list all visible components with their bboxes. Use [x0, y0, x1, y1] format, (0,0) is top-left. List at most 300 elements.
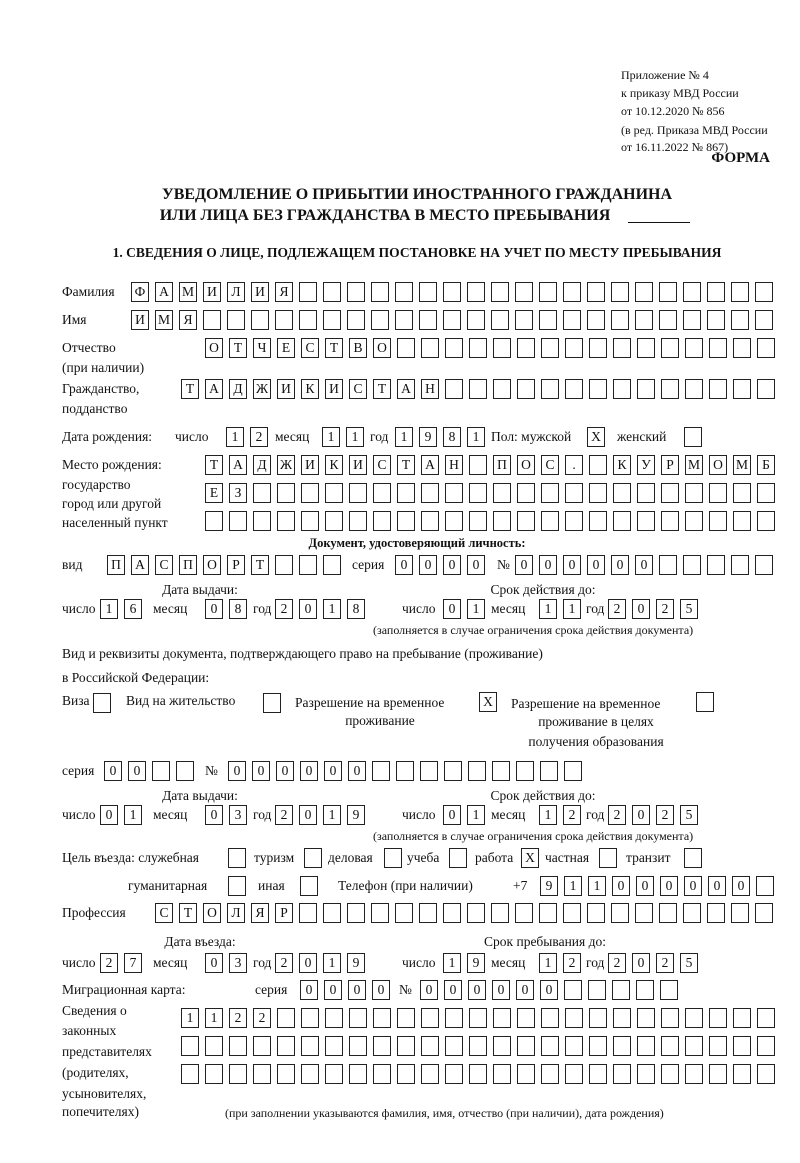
patronymic-box[interactable] [565, 338, 583, 358]
name-box[interactable] [275, 310, 293, 330]
birthplace-box[interactable] [205, 511, 223, 531]
birthplace-box[interactable] [253, 511, 271, 531]
series-box[interactable] [176, 761, 194, 781]
trp-checkbox[interactable]: X [479, 692, 497, 712]
representative-box[interactable] [397, 1064, 415, 1084]
birthplace-box[interactable]: Е [205, 483, 223, 503]
number-box[interactable] [660, 980, 678, 1000]
profession-box[interactable] [491, 903, 509, 923]
birthplace-box[interactable]: Т [397, 455, 415, 475]
birthplace-box[interactable] [565, 483, 583, 503]
citizenship-box[interactable] [541, 379, 559, 399]
surname-box[interactable]: Ф [131, 282, 149, 302]
month-box[interactable]: 0 [205, 805, 223, 825]
patronymic-box[interactable]: О [205, 338, 223, 358]
name-box[interactable] [515, 310, 533, 330]
phone-box[interactable] [756, 876, 774, 896]
doc-type-box[interactable] [323, 555, 341, 575]
representative-box[interactable] [301, 1008, 319, 1028]
year-box[interactable]: 5 [680, 805, 698, 825]
birthplace-box[interactable] [301, 511, 319, 531]
trp-edu-checkbox[interactable] [696, 692, 714, 712]
patronymic-box[interactable] [589, 338, 607, 358]
business-checkbox[interactable] [384, 848, 402, 868]
representative-box[interactable] [757, 1008, 775, 1028]
number-box[interactable]: 0 [324, 761, 342, 781]
representative-box[interactable] [469, 1008, 487, 1028]
profession-box[interactable] [395, 903, 413, 923]
birthplace-box[interactable] [661, 511, 679, 531]
birthplace-box[interactable] [253, 483, 271, 503]
birthplace-box[interactable] [589, 455, 607, 475]
surname-box[interactable] [587, 282, 605, 302]
birthplace-box[interactable] [709, 483, 727, 503]
representative-box[interactable] [205, 1036, 223, 1056]
name-box[interactable] [491, 310, 509, 330]
number-box[interactable]: 0 [515, 555, 533, 575]
series-box[interactable]: 0 [128, 761, 146, 781]
representative-box[interactable] [541, 1064, 559, 1084]
number-box[interactable] [683, 555, 701, 575]
citizenship-box[interactable] [757, 379, 775, 399]
birthplace-box[interactable] [637, 483, 655, 503]
representative-box[interactable] [613, 1036, 631, 1056]
patronymic-box[interactable]: Т [325, 338, 343, 358]
birthplace-box[interactable]: Б [757, 455, 775, 475]
patronymic-box[interactable] [445, 338, 463, 358]
patronymic-box[interactable] [637, 338, 655, 358]
number-box[interactable] [659, 555, 677, 575]
day-box[interactable]: 0 [100, 805, 118, 825]
citizenship-box[interactable] [517, 379, 535, 399]
citizenship-box[interactable] [589, 379, 607, 399]
representative-box[interactable] [397, 1036, 415, 1056]
year-box[interactable]: 2 [656, 805, 674, 825]
year-box[interactable]: 2 [656, 953, 674, 973]
birthplace-box[interactable]: К [613, 455, 631, 475]
birthplace-box[interactable] [517, 483, 535, 503]
citizenship-box[interactable] [613, 379, 631, 399]
profession-box[interactable] [707, 903, 725, 923]
month-box[interactable]: 1 [539, 805, 557, 825]
profession-box[interactable] [731, 903, 749, 923]
birthplace-box[interactable] [277, 483, 295, 503]
number-box[interactable] [396, 761, 414, 781]
patronymic-box[interactable] [613, 338, 631, 358]
birthplace-box[interactable] [661, 483, 679, 503]
birthplace-box[interactable] [325, 511, 343, 531]
representative-box[interactable] [181, 1064, 199, 1084]
birthplace-box[interactable] [469, 455, 487, 475]
birthplace-box[interactable] [709, 511, 727, 531]
birthplace-box[interactable] [589, 483, 607, 503]
year-box[interactable]: 9 [347, 805, 365, 825]
surname-box[interactable]: Я [275, 282, 293, 302]
private-checkbox[interactable] [599, 848, 617, 868]
number-box[interactable] [468, 761, 486, 781]
citizenship-box[interactable]: К [301, 379, 319, 399]
birthplace-box[interactable]: М [685, 455, 703, 475]
year-box[interactable]: 0 [632, 599, 650, 619]
day-box[interactable]: 7 [124, 953, 142, 973]
profession-box[interactable]: О [203, 903, 221, 923]
name-box[interactable] [635, 310, 653, 330]
name-box[interactable] [443, 310, 461, 330]
series-box[interactable]: 0 [443, 555, 461, 575]
profession-box[interactable]: С [155, 903, 173, 923]
birthplace-box[interactable]: У [637, 455, 655, 475]
surname-box[interactable] [323, 282, 341, 302]
doc-type-box[interactable] [275, 555, 293, 575]
number-box[interactable] [731, 555, 749, 575]
day-box[interactable]: 1 [124, 805, 142, 825]
representative-box[interactable] [733, 1064, 751, 1084]
profession-box[interactable] [659, 903, 677, 923]
citizenship-box[interactable] [637, 379, 655, 399]
representative-box[interactable] [637, 1008, 655, 1028]
patronymic-box[interactable] [541, 338, 559, 358]
year-box[interactable]: 2 [656, 599, 674, 619]
birthplace-box[interactable] [421, 483, 439, 503]
doc-type-box[interactable]: Т [251, 555, 269, 575]
citizenship-box[interactable] [685, 379, 703, 399]
representative-box[interactable] [517, 1036, 535, 1056]
year-box[interactable]: 2 [275, 805, 293, 825]
birthplace-box[interactable] [541, 511, 559, 531]
number-box[interactable] [420, 761, 438, 781]
representative-box[interactable] [661, 1008, 679, 1028]
doc-type-box[interactable]: П [179, 555, 197, 575]
birthplace-box[interactable]: Т [205, 455, 223, 475]
representative-box[interactable] [541, 1008, 559, 1028]
month-box[interactable]: 0 [205, 953, 223, 973]
doc-type-box[interactable] [299, 555, 317, 575]
birthplace-box[interactable]: З [229, 483, 247, 503]
phone-box[interactable]: 1 [564, 876, 582, 896]
number-box[interactable] [755, 555, 773, 575]
number-box[interactable]: 0 [348, 761, 366, 781]
birthplace-box[interactable] [613, 483, 631, 503]
patronymic-box[interactable]: Т [229, 338, 247, 358]
profession-box[interactable] [347, 903, 365, 923]
birthplace-box[interactable] [613, 511, 631, 531]
birthplace-box[interactable] [349, 511, 367, 531]
series-box[interactable] [152, 761, 170, 781]
phone-box[interactable]: 0 [660, 876, 678, 896]
name-box[interactable] [419, 310, 437, 330]
surname-box[interactable] [491, 282, 509, 302]
number-box[interactable]: 0 [468, 980, 486, 1000]
surname-box[interactable] [539, 282, 557, 302]
profession-box[interactable]: Я [251, 903, 269, 923]
citizenship-box[interactable] [733, 379, 751, 399]
surname-box[interactable] [371, 282, 389, 302]
number-box[interactable] [564, 761, 582, 781]
birthplace-box[interactable] [301, 483, 319, 503]
birthplace-box[interactable] [373, 511, 391, 531]
birthplace-box[interactable] [445, 511, 463, 531]
number-box[interactable] [444, 761, 462, 781]
series-box[interactable]: 0 [104, 761, 122, 781]
doc-type-box[interactable]: П [107, 555, 125, 575]
number-box[interactable]: 0 [228, 761, 246, 781]
birthplace-box[interactable]: А [229, 455, 247, 475]
surname-box[interactable]: И [203, 282, 221, 302]
name-box[interactable]: И [131, 310, 149, 330]
phone-box[interactable]: 0 [708, 876, 726, 896]
patronymic-box[interactable] [685, 338, 703, 358]
month-box[interactable]: 1 [539, 953, 557, 973]
other-checkbox[interactable] [300, 876, 318, 896]
month-box[interactable]: 8 [229, 599, 247, 619]
representative-box[interactable] [685, 1036, 703, 1056]
profession-box[interactable] [587, 903, 605, 923]
surname-box[interactable] [443, 282, 461, 302]
patronymic-box[interactable]: О [373, 338, 391, 358]
name-box[interactable] [299, 310, 317, 330]
number-box[interactable]: 0 [516, 980, 534, 1000]
name-box[interactable] [251, 310, 269, 330]
birthplace-box[interactable] [229, 511, 247, 531]
representative-box[interactable] [613, 1008, 631, 1028]
birthplace-box[interactable] [517, 511, 535, 531]
name-box[interactable] [755, 310, 773, 330]
birthplace-box[interactable] [685, 483, 703, 503]
birthplace-box[interactable]: Н [445, 455, 463, 475]
birthplace-box[interactable]: О [709, 455, 727, 475]
surname-box[interactable] [563, 282, 581, 302]
birthplace-box[interactable]: А [421, 455, 439, 475]
patronymic-box[interactable] [661, 338, 679, 358]
profession-box[interactable] [443, 903, 461, 923]
name-box[interactable] [371, 310, 389, 330]
representative-box[interactable] [445, 1036, 463, 1056]
representative-box[interactable] [469, 1036, 487, 1056]
representative-box[interactable] [709, 1036, 727, 1056]
surname-box[interactable] [347, 282, 365, 302]
profession-box[interactable]: Р [275, 903, 293, 923]
month-box[interactable]: 3 [229, 805, 247, 825]
number-box[interactable] [564, 980, 582, 1000]
surname-box[interactable] [707, 282, 725, 302]
representative-box[interactable] [325, 1036, 343, 1056]
representative-box[interactable] [733, 1036, 751, 1056]
representative-box[interactable] [493, 1064, 511, 1084]
birthplace-box[interactable]: И [301, 455, 319, 475]
profession-box[interactable] [371, 903, 389, 923]
year-box[interactable]: 2 [608, 805, 626, 825]
representative-box[interactable] [637, 1036, 655, 1056]
birthplace-box[interactable] [757, 483, 775, 503]
name-box[interactable] [683, 310, 701, 330]
number-box[interactable]: 0 [492, 980, 510, 1000]
representative-box[interactable] [421, 1008, 439, 1028]
birthplace-box[interactable] [733, 511, 751, 531]
citizenship-box[interactable]: Д [229, 379, 247, 399]
surname-box[interactable] [515, 282, 533, 302]
number-box[interactable] [588, 980, 606, 1000]
humanitarian-checkbox[interactable] [228, 876, 246, 896]
patronymic-box[interactable] [469, 338, 487, 358]
patronymic-box[interactable] [757, 338, 775, 358]
year-box[interactable]: 0 [632, 953, 650, 973]
day-box[interactable]: 0 [443, 805, 461, 825]
representative-box[interactable] [685, 1008, 703, 1028]
representative-box[interactable] [421, 1036, 439, 1056]
official-checkbox[interactable] [228, 848, 246, 868]
transit-checkbox[interactable] [684, 848, 702, 868]
year-box[interactable]: 2 [608, 953, 626, 973]
year-box[interactable]: 8 [443, 427, 461, 447]
surname-box[interactable]: М [179, 282, 197, 302]
representative-box[interactable] [589, 1064, 607, 1084]
representative-box[interactable] [493, 1036, 511, 1056]
representative-box[interactable] [757, 1064, 775, 1084]
work-checkbox[interactable]: X [521, 848, 539, 868]
representative-box[interactable] [469, 1064, 487, 1084]
patronymic-box[interactable] [397, 338, 415, 358]
representative-box[interactable] [565, 1008, 583, 1028]
birthplace-box[interactable]: . [565, 455, 583, 475]
number-box[interactable] [636, 980, 654, 1000]
birthplace-box[interactable] [541, 483, 559, 503]
patronymic-box[interactable]: Е [277, 338, 295, 358]
representative-box[interactable] [325, 1064, 343, 1084]
name-box[interactable] [611, 310, 629, 330]
citizenship-box[interactable] [661, 379, 679, 399]
profession-box[interactable]: Т [179, 903, 197, 923]
birthplace-box[interactable] [469, 511, 487, 531]
name-box[interactable] [659, 310, 677, 330]
representative-box[interactable] [685, 1064, 703, 1084]
series-box[interactable]: 0 [348, 980, 366, 1000]
doc-type-box[interactable]: Р [227, 555, 245, 575]
patronymic-box[interactable] [733, 338, 751, 358]
name-box[interactable] [347, 310, 365, 330]
representative-box[interactable]: 1 [205, 1008, 223, 1028]
profession-box[interactable] [539, 903, 557, 923]
visa-checkbox[interactable] [93, 693, 111, 713]
day-box[interactable]: 2 [250, 427, 268, 447]
citizenship-box[interactable]: А [397, 379, 415, 399]
birthplace-box[interactable]: С [373, 455, 391, 475]
profession-box[interactable] [635, 903, 653, 923]
doc-type-box[interactable]: С [155, 555, 173, 575]
number-box[interactable]: 0 [276, 761, 294, 781]
profession-box[interactable]: Л [227, 903, 245, 923]
citizenship-box[interactable] [445, 379, 463, 399]
day-box[interactable]: 9 [467, 953, 485, 973]
representative-box[interactable] [733, 1008, 751, 1028]
year-box[interactable]: 1 [323, 599, 341, 619]
day-box[interactable]: 2 [100, 953, 118, 973]
birthplace-box[interactable] [733, 483, 751, 503]
representative-box[interactable] [349, 1008, 367, 1028]
citizenship-box[interactable]: Ж [253, 379, 271, 399]
surname-box[interactable] [299, 282, 317, 302]
representative-box[interactable] [565, 1064, 583, 1084]
representative-box[interactable] [637, 1064, 655, 1084]
name-box[interactable]: Я [179, 310, 197, 330]
name-box[interactable] [731, 310, 749, 330]
series-box[interactable]: 0 [419, 555, 437, 575]
surname-box[interactable] [419, 282, 437, 302]
male-checkbox[interactable]: X [587, 427, 605, 447]
phone-box[interactable]: 0 [636, 876, 654, 896]
citizenship-box[interactable]: Т [181, 379, 199, 399]
surname-box[interactable] [635, 282, 653, 302]
day-box[interactable]: 1 [100, 599, 118, 619]
citizenship-box[interactable] [709, 379, 727, 399]
representative-box[interactable] [589, 1036, 607, 1056]
year-box[interactable]: 1 [323, 953, 341, 973]
surname-box[interactable] [731, 282, 749, 302]
doc-type-box[interactable]: А [131, 555, 149, 575]
birthplace-box[interactable]: Д [253, 455, 271, 475]
representative-box[interactable] [349, 1036, 367, 1056]
representative-box[interactable] [253, 1064, 271, 1084]
month-box[interactable]: 3 [229, 953, 247, 973]
month-box[interactable]: 0 [205, 599, 223, 619]
representative-box[interactable] [205, 1064, 223, 1084]
patronymic-box[interactable] [493, 338, 511, 358]
patronymic-box[interactable]: В [349, 338, 367, 358]
series-box[interactable]: 0 [324, 980, 342, 1000]
birthplace-box[interactable] [685, 511, 703, 531]
representative-box[interactable] [709, 1064, 727, 1084]
representative-box[interactable] [349, 1064, 367, 1084]
representative-box[interactable] [661, 1064, 679, 1084]
day-box[interactable]: 1 [226, 427, 244, 447]
phone-box[interactable]: 9 [540, 876, 558, 896]
year-box[interactable]: 2 [275, 953, 293, 973]
patronymic-box[interactable]: Ч [253, 338, 271, 358]
doc-type-box[interactable]: О [203, 555, 221, 575]
birthplace-box[interactable]: П [493, 455, 511, 475]
phone-box[interactable]: 0 [684, 876, 702, 896]
birthplace-box[interactable]: К [325, 455, 343, 475]
surname-box[interactable] [611, 282, 629, 302]
profession-box[interactable] [299, 903, 317, 923]
name-box[interactable] [323, 310, 341, 330]
representative-box[interactable] [709, 1008, 727, 1028]
number-box[interactable] [540, 761, 558, 781]
surname-box[interactable]: И [251, 282, 269, 302]
number-box[interactable]: 0 [587, 555, 605, 575]
birthplace-box[interactable] [397, 483, 415, 503]
series-box[interactable]: 0 [467, 555, 485, 575]
birthplace-box[interactable] [325, 483, 343, 503]
citizenship-box[interactable]: И [325, 379, 343, 399]
name-box[interactable]: М [155, 310, 173, 330]
month-box[interactable]: 1 [539, 599, 557, 619]
birthplace-box[interactable] [757, 511, 775, 531]
profession-box[interactable] [323, 903, 341, 923]
patronymic-box[interactable]: С [301, 338, 319, 358]
number-box[interactable]: 0 [540, 980, 558, 1000]
tourism-checkbox[interactable] [304, 848, 322, 868]
female-checkbox[interactable] [684, 427, 702, 447]
birthplace-box[interactable] [589, 511, 607, 531]
series-box[interactable]: 0 [395, 555, 413, 575]
representative-box[interactable] [613, 1064, 631, 1084]
day-box[interactable]: 6 [124, 599, 142, 619]
birthplace-box[interactable]: Ж [277, 455, 295, 475]
number-box[interactable]: 0 [252, 761, 270, 781]
month-box[interactable]: 1 [322, 427, 340, 447]
number-box[interactable]: 0 [300, 761, 318, 781]
citizenship-box[interactable] [469, 379, 487, 399]
